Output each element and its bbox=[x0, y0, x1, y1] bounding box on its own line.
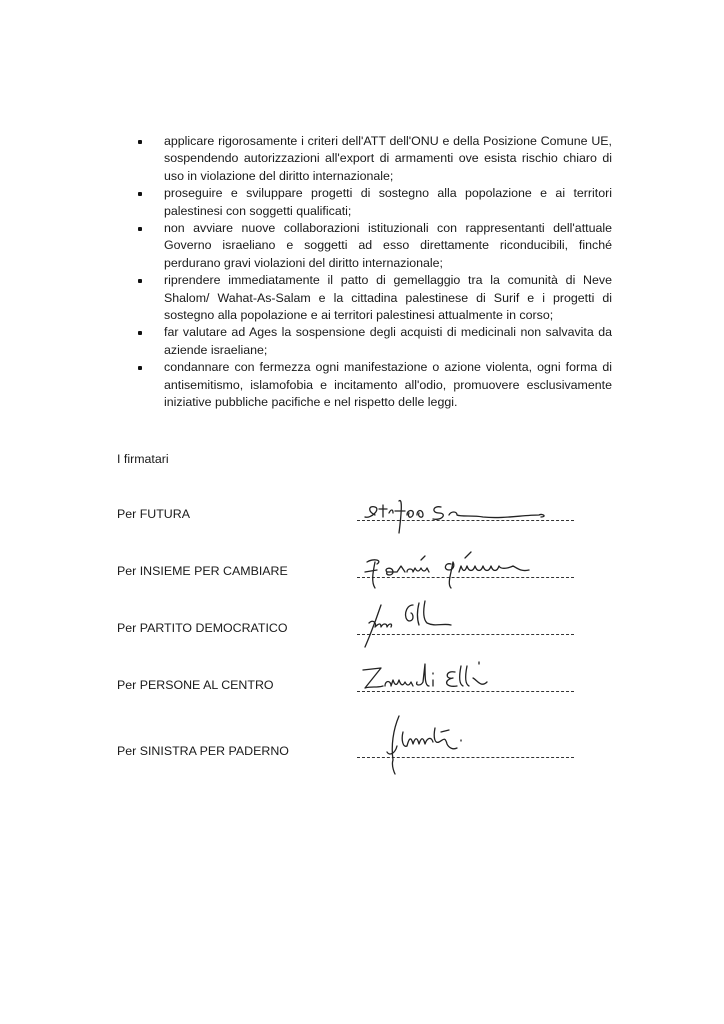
signature-row bbox=[117, 487, 577, 527]
list-item bbox=[138, 220, 612, 272]
signatory-label: Per PERSONE AL CENTRO bbox=[117, 678, 274, 692]
signature-image bbox=[353, 601, 578, 647]
bullet-icon bbox=[138, 279, 142, 283]
signatory-label: Per FUTURA bbox=[117, 507, 190, 521]
list-item bbox=[138, 133, 612, 185]
signatories-heading: I firmatari bbox=[117, 452, 169, 466]
bullet-icon bbox=[138, 140, 142, 144]
signature-row bbox=[117, 724, 577, 764]
list-item-text: applicare rigorosamente i criteri dell'ATT dell'ONU e della Posizione Comune UE, sospendendo autorizzazioni all'export di armamenti ove esista rischio chiaro di uso in violazione del diritto internazionale; bbox=[164, 134, 612, 183]
list-item-text: far valutare ad Ages la sospensione degli acquisti di medicinali non salvavita da aziende israeliane; bbox=[164, 325, 612, 357]
signature-image bbox=[353, 487, 578, 533]
signature-row bbox=[117, 658, 577, 698]
signature-image bbox=[353, 724, 578, 770]
demands-list bbox=[138, 133, 612, 412]
list-item-text: non avviare nuove collaborazioni istituzionali con rappresentanti dell'attuale Governo israeliano e soggetti ad esso direttamente riconducibili, finché perdurano gravi violazioni del diritto internazionale; bbox=[164, 221, 612, 270]
bullet-icon bbox=[138, 192, 142, 196]
signatory-label: Per PARTITO DEMOCRATICO bbox=[117, 621, 288, 635]
signature-row bbox=[117, 544, 577, 584]
signature-row bbox=[117, 601, 577, 641]
list-item-text: riprendere immediatamente il patto di gemellaggio tra la comunità di Neve Shalom/ Wahat-As-Salam e la cittadina palestinese di Surif e i progetti di sostegno alla popolazione e ai territori palestinesi attualmente in corso; bbox=[164, 273, 612, 323]
signatory-label: Per INSIEME PER CAMBIARE bbox=[117, 564, 288, 578]
signature-image bbox=[353, 544, 578, 590]
list-item bbox=[138, 359, 612, 411]
list-item bbox=[138, 185, 612, 220]
signatory-label: Per SINISTRA PER PADERNO bbox=[117, 744, 289, 758]
list-item bbox=[138, 272, 612, 324]
bullet-icon bbox=[138, 331, 142, 335]
list-item bbox=[138, 324, 612, 359]
bullet-icon bbox=[138, 227, 142, 231]
bullet-icon bbox=[138, 366, 142, 370]
list-item-text: condannare con fermezza ogni manifestazione o azione violenta, ogni forma di antisemitismo, islamofobia e incitamento all'odio, promuovere esclusivamente iniziative pubbliche pacifiche e nel rispetto delle leggi. bbox=[164, 360, 612, 410]
list-item-text: proseguire e sviluppare progetti di sostegno alla popolazione e ai territori palestinesi con soggetti qualificati; bbox=[164, 186, 612, 218]
signature-image bbox=[353, 658, 578, 704]
